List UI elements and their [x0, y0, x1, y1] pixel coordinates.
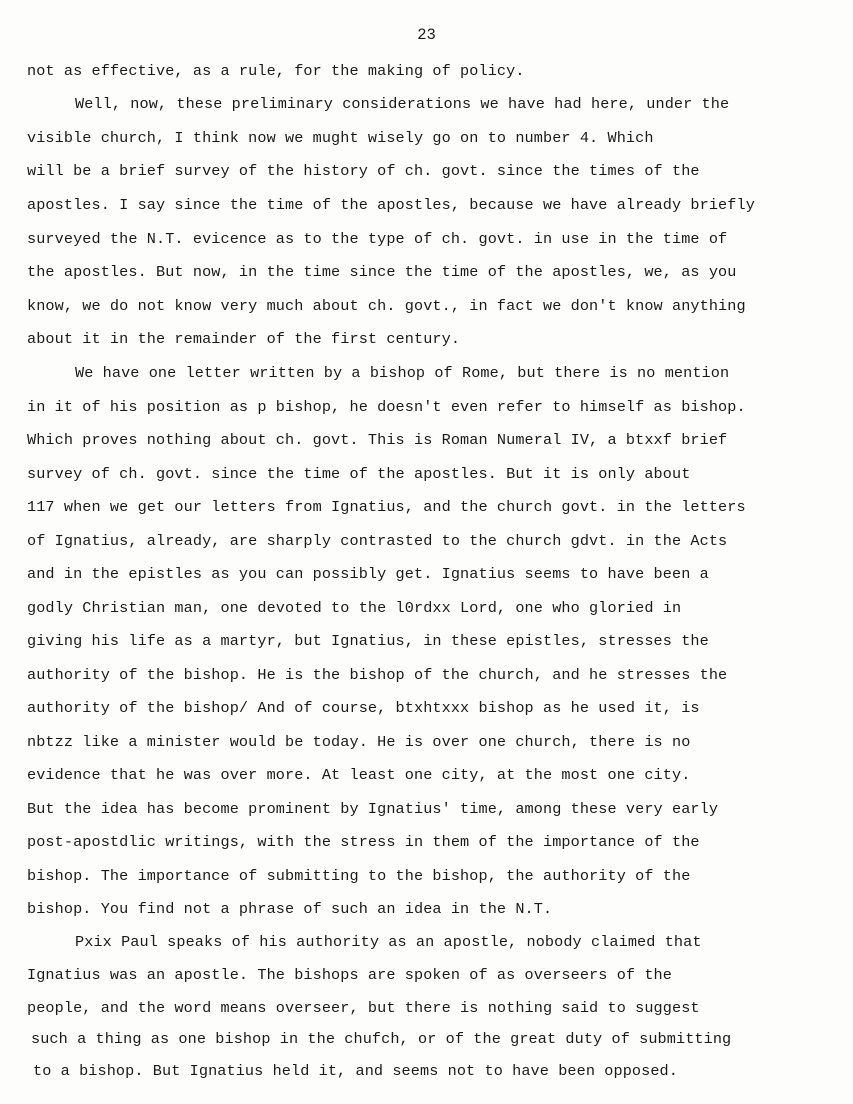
text-line: visible church, I think now we mught wisely go on to number 4. Which	[27, 129, 654, 147]
text-line: bishop. You find not a phrase of such an idea in the N.T.	[27, 900, 553, 918]
text-line: and in the epistles as you can possibly get. Ignatius seems to have been a	[27, 565, 709, 583]
text-line: such a thing as one bishop in the chufch, or of the great duty of submitting	[31, 1030, 732, 1048]
text-line: nbtzz like a minister would be today. He is over one church, there is no	[27, 733, 691, 751]
text-line: authority of the bishop/ And of course, btxhtxxx bishop as he used it, is	[27, 699, 700, 717]
text-line: will be a brief survey of the history of ch. govt. since the times of the	[27, 162, 700, 180]
text-line: of Ignatius, already, are sharply contrasted to the church gdvt. in the Acts	[27, 532, 728, 550]
text-line: to a bishop. But Ignatius held it, and seems not to have been opposed.	[33, 1062, 678, 1080]
text-line: We have one letter written by a bishop of Rome, but there is no mention	[75, 364, 730, 382]
text-line: Ignatius was an apostle. The bishops are spoken of as overseers of the	[27, 966, 672, 984]
text-line: But the idea has become prominent by Ignatius' time, among these very early	[27, 800, 719, 818]
text-line: 117 when we get our letters from Ignatius, and the church govt. in the letters	[27, 498, 746, 516]
text-line: giving his life as a martyr, but Ignatius, in these epistles, stresses the	[27, 632, 709, 650]
text-line: evidence that he was over more. At least one city, at the most one city.	[27, 766, 691, 784]
page-number: 23	[417, 26, 436, 44]
text-line: surveyed the N.T. evicence as to the type of ch. govt. in use in the time of	[27, 230, 728, 248]
text-line: know, we do not know very much about ch. govt., in fact we don't know anything	[27, 297, 746, 315]
text-line: people, and the word means overseer, but there is nothing said to suggest	[27, 999, 700, 1017]
text-line: post-apostdlic writings, with the stress in them of the importance of the	[27, 833, 700, 851]
text-line: the apostles. But now, in the time since the time of the apostles, we, as you	[27, 263, 737, 281]
text-line: in it of his position as p bishop, he doesn't even refer to himself as bishop.	[27, 398, 746, 416]
text-line: not as effective, as a rule, for the making of policy.	[27, 62, 525, 80]
text-line: survey of ch. govt. since the time of the apostles. But it is only about	[27, 465, 691, 483]
text-line: Pxix Paul speaks of his authority as an apostle, nobody claimed that	[75, 933, 702, 951]
text-line: Which proves nothing about ch. govt. This is Roman Numeral IV, a btxxf brief	[27, 431, 728, 449]
text-line: godly Christian man, one devoted to the l0rdxx Lord, one who gloried in	[27, 599, 682, 617]
text-line: Well, now, these preliminary considerations we have had here, under the	[75, 95, 730, 113]
text-line: bishop. The importance of submitting to the bishop, the authority of the	[27, 867, 691, 885]
text-line: authority of the bishop. He is the bishop of the church, and he stresses the	[27, 666, 728, 684]
text-line: apostles. I say since the time of the apostles, because we have already briefly	[27, 196, 755, 214]
text-line: about it in the remainder of the first century.	[27, 330, 461, 348]
